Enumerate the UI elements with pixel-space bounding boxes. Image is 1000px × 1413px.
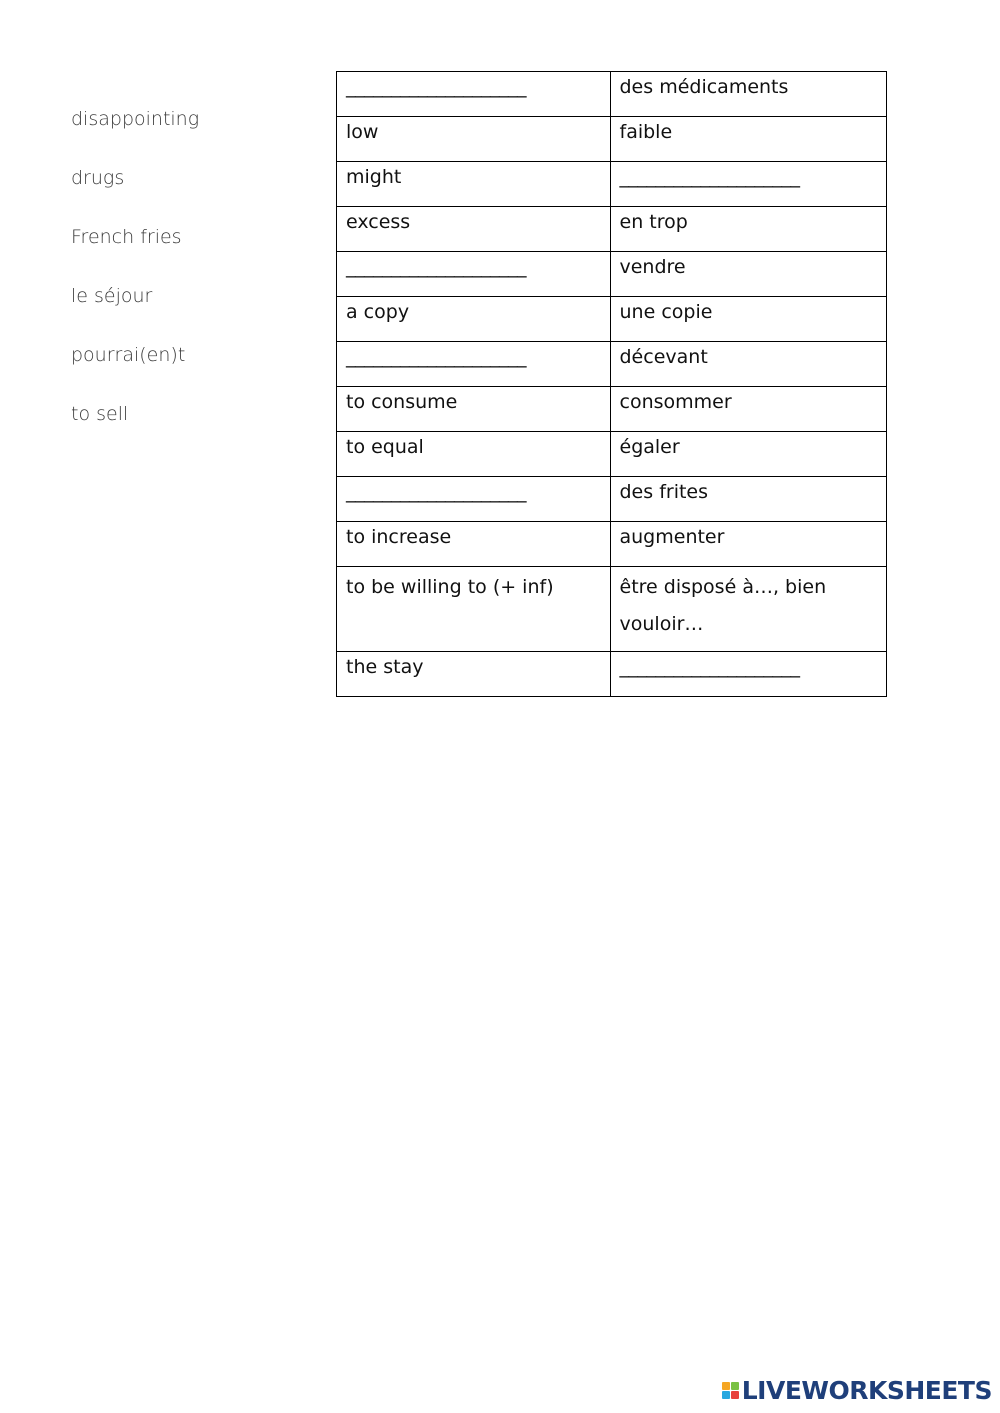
table-row — [337, 522, 887, 567]
table-row — [337, 342, 887, 387]
english-cell: to increase — [337, 522, 611, 567]
french-cell: en trop — [610, 207, 887, 252]
english-cell: might — [337, 162, 611, 207]
table-row — [337, 567, 887, 652]
french-cell: vendre — [610, 252, 887, 297]
table-row — [337, 297, 887, 342]
english-cell: to equal — [337, 432, 611, 477]
french-cell: être disposé à…, bien vouloir… — [610, 567, 887, 652]
answer-blank[interactable]: ____________________ — [337, 477, 611, 522]
table-row — [337, 477, 887, 522]
logo-square — [722, 1391, 730, 1399]
english-cell: a copy — [337, 297, 611, 342]
table-row — [337, 252, 887, 297]
word-bank — [71, 104, 199, 458]
vocabulary-table — [336, 71, 887, 697]
french-cell: augmenter — [610, 522, 887, 567]
liveworksheets-logo-icon — [722, 1382, 739, 1399]
french-cell: consommer — [610, 387, 887, 432]
answer-blank[interactable]: ____________________ — [610, 162, 887, 207]
logo-square — [722, 1382, 730, 1390]
word-bank-item[interactable]: French fries — [71, 226, 182, 248]
liveworksheets-watermark — [722, 1376, 992, 1405]
french-cell: des médicaments — [610, 72, 887, 117]
french-cell: une copie — [610, 297, 887, 342]
logo-square — [731, 1391, 739, 1399]
word-bank-item[interactable]: drugs — [71, 167, 125, 189]
table-row — [337, 387, 887, 432]
english-cell: low — [337, 117, 611, 162]
watermark-text: LIVEWORKSHEETS — [741, 1376, 992, 1405]
french-cell: faible — [610, 117, 887, 162]
answer-blank[interactable]: ____________________ — [337, 252, 611, 297]
answer-blank[interactable]: ____________________ — [610, 652, 887, 697]
english-cell: the stay — [337, 652, 611, 697]
english-cell: to consume — [337, 387, 611, 432]
table-row — [337, 162, 887, 207]
table-row — [337, 72, 887, 117]
answer-blank[interactable]: ____________________ — [337, 342, 611, 387]
table-row — [337, 207, 887, 252]
table-row — [337, 652, 887, 697]
french-cell: décevant — [610, 342, 887, 387]
word-bank-item[interactable]: le séjour — [71, 285, 153, 307]
word-bank-item[interactable]: pourrai(en)t — [71, 344, 186, 366]
logo-square — [731, 1382, 739, 1390]
answer-blank[interactable]: ____________________ — [337, 72, 611, 117]
table-row — [337, 117, 887, 162]
table-row — [337, 432, 887, 477]
english-cell: excess — [337, 207, 611, 252]
english-cell: to be willing to (+ inf) — [337, 567, 611, 652]
french-cell: des frites — [610, 477, 887, 522]
french-cell: égaler — [610, 432, 887, 477]
word-bank-item[interactable]: disappointing — [71, 108, 200, 130]
word-bank-item[interactable]: to sell — [71, 403, 129, 425]
